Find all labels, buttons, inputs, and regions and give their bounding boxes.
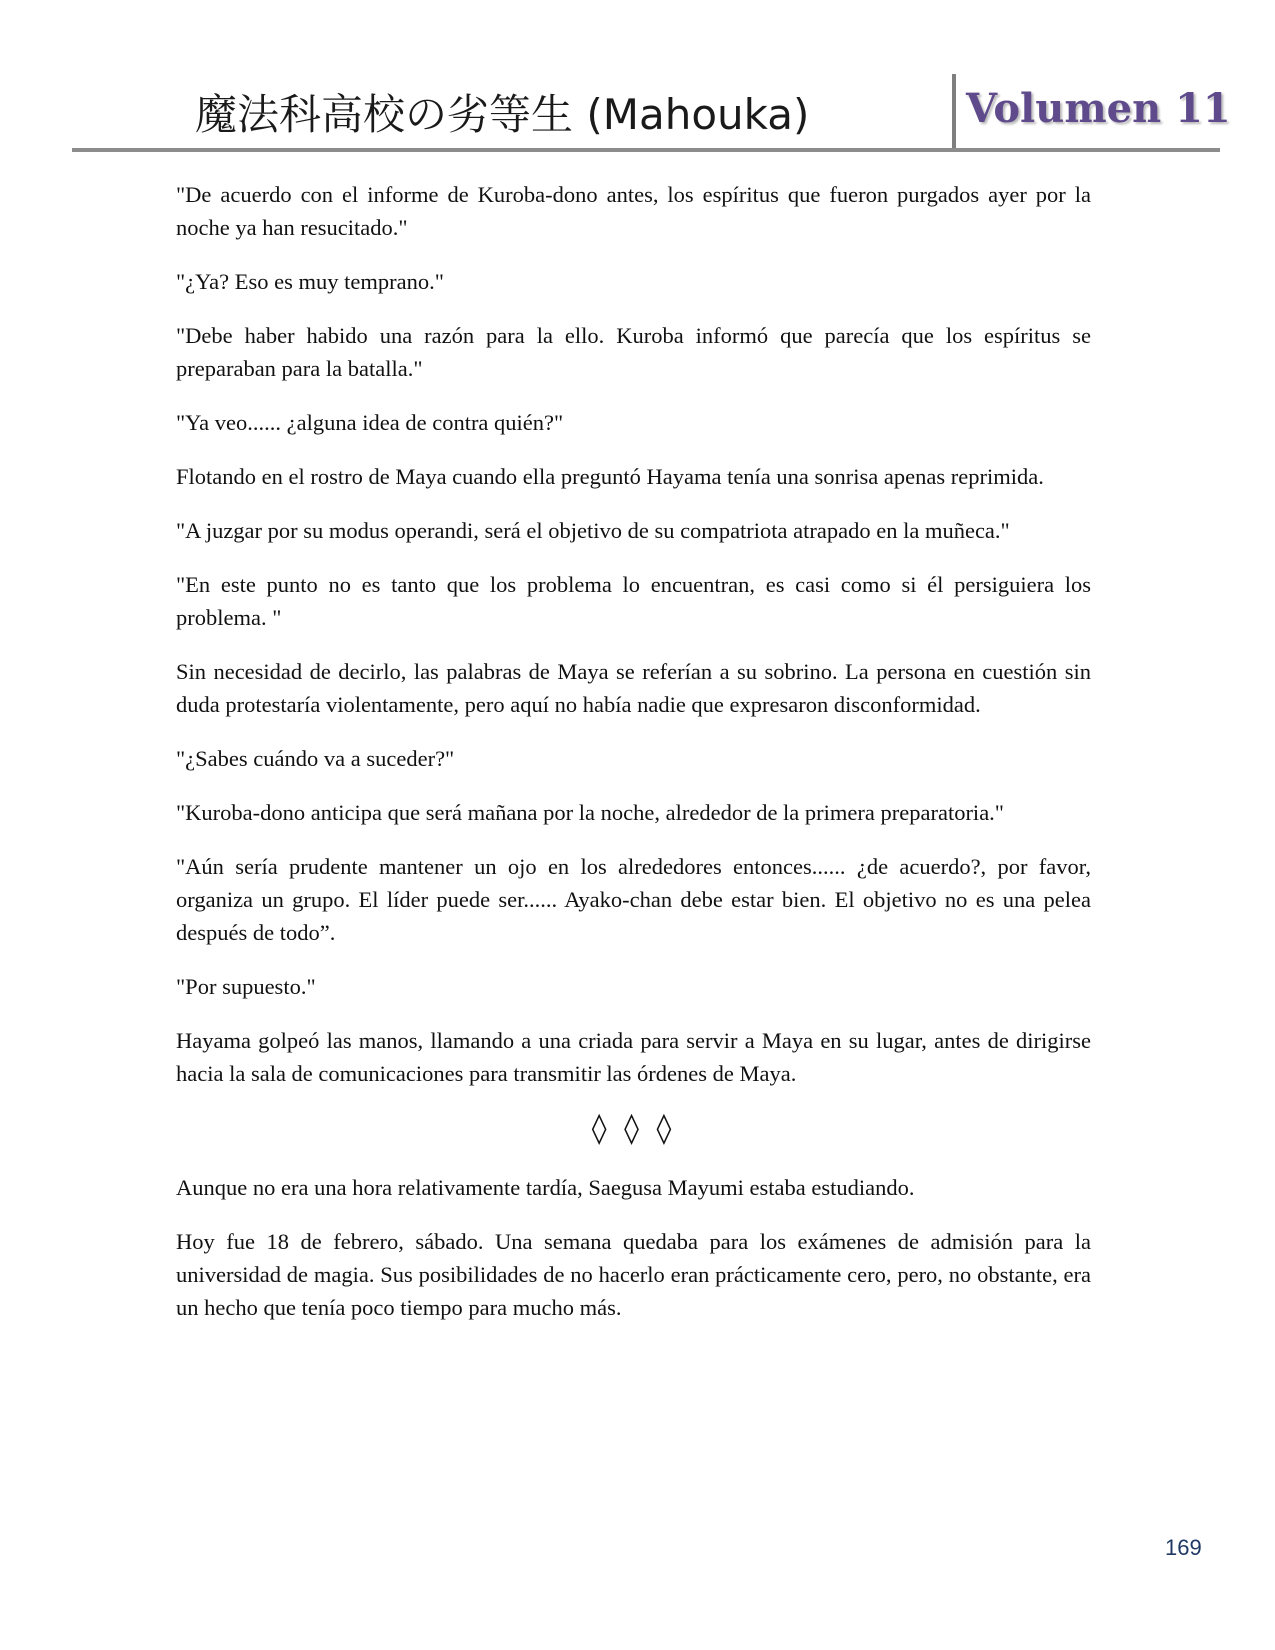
page-header (0, 0, 1275, 160)
header-vertical-divider (952, 74, 956, 150)
page-number: 169 (1165, 1535, 1202, 1560)
paragraph: "De acuerdo con el informe de Kuroba-dono antes, los espíritus que fueron purgados ayer por la noche ya han resucitado." (176, 182, 1091, 240)
header-rule (72, 148, 1220, 152)
paragraph: "¿Sabes cuándo va a suceder?" (176, 746, 455, 771)
paragraph: "¿Ya? Eso es muy temprano." (176, 269, 444, 294)
paragraph: "Por supuesto." (176, 974, 316, 999)
paragraph: Sin necesidad de decirlo, las palabras de Maya se referían a su sobrino. La persona en cuestión sin duda protestaría violentamente, pero aquí no había nadie que expresaron disconformidad. (176, 659, 1091, 717)
paragraph: "Debe haber habido una razón para la ello. Kuroba informó que parecía que los espíritus se preparaban para la batalla." (176, 323, 1091, 381)
paragraph: "Kuroba-dono anticipa que será mañana por la noche, alrededor de la primera preparatoria." (176, 800, 1004, 825)
book-title: 魔法科高校の劣等生 (Mahouka) (195, 90, 810, 139)
volume-label: Volumen 11 (966, 85, 1231, 132)
paragraph: Flotando en el rostro de Maya cuando ella preguntó Hayama tenía una sonrisa apenas reprimida. (176, 464, 1044, 489)
paragraph: Aunque no era una hora relativamente tardía, Saegusa Mayumi estaba estudiando. (176, 1175, 915, 1200)
paragraph: Hayama golpeó las manos, llamando a una criada para servir a Maya en su lugar, antes de dirigirse hacia la sala de comunicaciones para transmitir las órdenes de Maya. (176, 1028, 1091, 1086)
paragraph: "Aún sería prudente mantener un ojo en los alrededores entonces...... ¿de acuerdo?, por favor, organiza un grupo. El líder puede ser...... Ayako-chan debe estar bien. El objetivo no es una pelea después de todo”. (176, 854, 1091, 945)
paragraph: Hoy fue 18 de febrero, sábado. Una semana quedaba para los exámenes de admisión para la universidad de magia. Sus posibilidades de no hacerlo eran prácticamente cero, pero, no obstante, era un hecho que tenía poco tiempo para mucho más. (176, 1229, 1091, 1320)
paragraph: "En este punto no es tanto que los problema lo encuentran, es casi como si él persiguiera los problema. " (176, 572, 1091, 630)
scene-break: ◊ ◊ ◊ (591, 1111, 676, 1146)
paragraph: "Ya veo...... ¿alguna idea de contra quién?" (176, 410, 564, 435)
paragraph: "A juzgar por su modus operandi, será el objetivo de su compatriota atrapado en la muñeca." (176, 518, 1010, 543)
body-text (176, 178, 1091, 1345)
